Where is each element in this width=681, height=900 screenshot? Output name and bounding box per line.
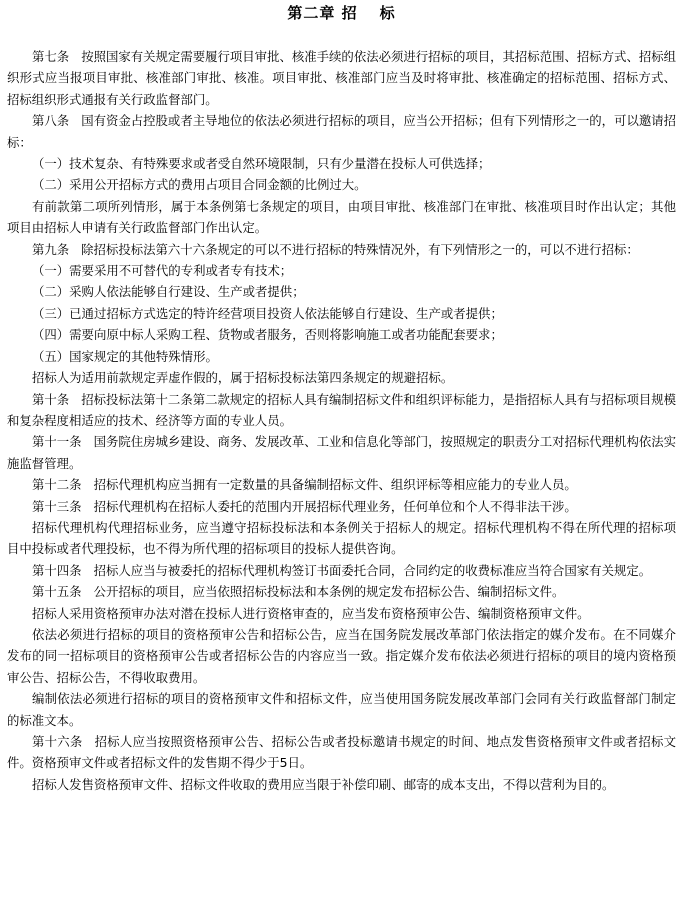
paragraph xyxy=(7,688,676,731)
article-paragraph xyxy=(7,110,676,153)
article-number: 第八条 xyxy=(32,113,70,129)
article-paragraph xyxy=(7,581,676,602)
paragraph-text: 招标人应当与被委托的招标代理机构签订书面委托合同，合同约定的收费标准应当符合国家有关规定。 xyxy=(93,562,652,578)
paragraph-text: （一）技术复杂、有特殊要求或者受自然环境限制，只有少量潜在投标人可供选择； xyxy=(32,156,491,172)
article-number: 第十三条 xyxy=(32,498,82,514)
article-paragraph xyxy=(7,560,676,581)
chapter-title xyxy=(7,2,676,24)
paragraph-text: （二）采用公开招标方式的费用占项目合同金额的比例过大。 xyxy=(32,177,367,193)
paragraph-text: 招标代理机构代理招标业务，应当遵守招标投标法和本条例关于招标人的规定。招标代理机构不得在所代理的招标项目中投标或者代理投标，也不得为所代理的招标项目的投标人提供咨询。 xyxy=(7,519,676,557)
paragraph-text: 按照国家有关规定需要履行项目审批、核准手续的依法必须进行招标的项目，其招标范围、招标方式、招标组织形式应当报项目审批、核准部门审批、核准。项目审批、核准部门应当及时将审批、核准确定的招标范围、招标方式、招标组织形式通报有关行政监督部门。 xyxy=(7,49,677,107)
article-number: 第九条 xyxy=(32,241,70,257)
article-paragraph xyxy=(7,431,676,474)
article-number: 第七条 xyxy=(32,49,70,64)
paragraph xyxy=(7,324,676,345)
paragraph-text: 除招标投标法第六十六条规定的可以不进行招标的特殊情况外，有下列情形之一的，可以不进行招标： xyxy=(81,241,639,257)
article-number: 第十六条 xyxy=(32,734,83,749)
paragraph-text: （四）需要向原中标人采购工程、货物或者服务，否则将影响施工或者功能配套要求； xyxy=(32,327,503,343)
article-paragraph xyxy=(7,46,676,110)
chapter-number: 第二章 xyxy=(287,4,336,22)
paragraph-text: 国务院住房城乡建设、商务、发展改革、工业和信息化等部门，按照规定的职责分工对招标代理机构依法实施监督管理。 xyxy=(7,434,677,471)
article-number: 第十四条 xyxy=(32,562,82,578)
paragraph xyxy=(7,517,676,560)
article-number: 第十一条 xyxy=(32,434,82,450)
paragraph-text: （五）国家规定的其他特殊情形。 xyxy=(32,348,218,364)
paragraph-text: 编制依法必须进行招标的项目的资格预审文件和招标文件，应当使用国务院发展改革部门会同有关行政监督部门制定的标准文本。 xyxy=(7,691,676,728)
paragraph-text: 国有资金占控股或者主导地位的依法必须进行招标的项目，应当公开招标；但有下列情形之一的，可以邀请招标： xyxy=(7,113,677,150)
document-page xyxy=(0,2,681,900)
paragraph-text: 招标人发售资格预审文件、招标文件收取的费用应当限于补偿印刷、邮寄的成本支出，不得以营利为目的。 xyxy=(32,776,615,792)
paragraph xyxy=(7,774,676,795)
article-paragraph xyxy=(7,496,676,517)
paragraph xyxy=(7,624,676,688)
paragraph xyxy=(7,281,676,302)
paragraph-text: 招标代理机构应当拥有一定数量的具备编制招标文件、组织评标等相应能力的专业人员。 xyxy=(93,477,577,493)
chapter-body xyxy=(7,46,676,795)
paragraph xyxy=(7,603,676,624)
article-paragraph xyxy=(7,239,676,260)
article-number: 第十五条 xyxy=(32,584,82,600)
chapter-title-right: 标 xyxy=(379,4,396,22)
chapter-title-left: 招 xyxy=(341,4,358,22)
paragraph-text: 有前款第二项所列情形，属于本条例第七条规定的项目，由项目审批、核准部门在审批、核准项目时作出认定；其他项目由招标人申请有关行政监督部门作出认定。 xyxy=(7,198,676,236)
paragraph xyxy=(7,153,676,174)
article-paragraph xyxy=(7,474,676,495)
paragraph-text: 招标投标法第十二条第二款规定的招标人具有编制招标文件和组织评标能力，是指招标人具有与招标项目规模和复杂程度相适应的技术、经济等方面的专业人员。 xyxy=(7,391,677,428)
paragraph xyxy=(7,196,676,239)
paragraph-text: 公开招标的项目，应当依照招标投标法和本条例的规定发布招标公告、编制招标文件。 xyxy=(93,584,565,600)
paragraph-text: 招标人应当按照资格预审公告、招标公告或者投标邀请书规定的时间、地点发售资格预审文件或者招标文件。资格预审文件或者招标文件的发售期不得少于5日。 xyxy=(7,734,677,771)
article-number: 第十二条 xyxy=(32,477,82,493)
paragraph-text: 招标人采用资格预审办法对潜在投标人进行资格审查的，应当发布资格预审公告、编制资格预审文件。 xyxy=(32,605,590,621)
paragraph-text: （二）采购人依法能够自行建设、生产或者提供； xyxy=(32,284,305,300)
paragraph-text: 依法必须进行招标的项目的资格预审公告和招标公告，应当在国务院发展改革部门依法指定的媒介发布。在不同媒介发布的同一招标项目的资格预审公告或者招标公告的内容应当一致。指定媒介发布依法必须进行招标的项目的境内资格预审公告、招标公告，不得收取费用。 xyxy=(7,626,676,685)
article-paragraph xyxy=(7,731,676,774)
article-number: 第十条 xyxy=(32,391,70,407)
paragraph xyxy=(7,260,676,281)
article-paragraph xyxy=(7,389,676,432)
paragraph-text: 招标代理机构在招标人委托的范围内开展招标代理业务，任何单位和个人不得非法干涉。 xyxy=(93,498,577,514)
paragraph xyxy=(7,367,676,388)
paragraph xyxy=(7,303,676,324)
paragraph-text: （三）已通过招标方式选定的特许经营项目投资人依法能够自行建设、生产或者提供； xyxy=(32,305,503,321)
paragraph-text: 招标人为适用前款规定弄虚作假的，属于招标投标法第四条规定的规避招标。 xyxy=(32,370,454,386)
paragraph xyxy=(7,174,676,195)
paragraph xyxy=(7,346,676,367)
paragraph-text: （一）需要采用不可替代的专利或者专有技术； xyxy=(32,263,293,279)
